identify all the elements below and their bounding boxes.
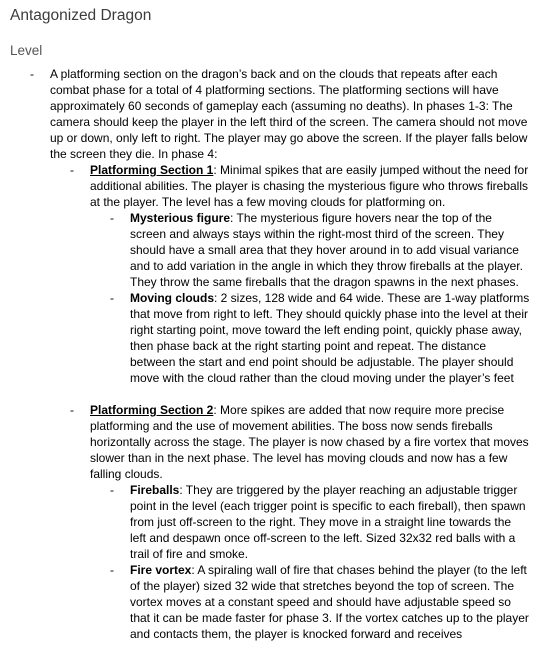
bullet-marker: - xyxy=(70,163,74,177)
bullet-marker: - xyxy=(110,211,114,225)
section2-term: Platforming Section 2 xyxy=(90,403,214,417)
moving-clouds-term: Moving clouds xyxy=(130,291,214,305)
bullet-marker: - xyxy=(110,291,114,305)
section2-text: : More spikes are added that now require more precise platforming and the use of movement abilities. The boss now sends fireballs horizontally across the stage. The player is now chased by a fire vortex that moves slower than in the next phase. The level has moving clouds and now has a few falling clouds. xyxy=(90,403,529,481)
bullet-marker: - xyxy=(110,483,114,497)
mysterious-figure-term: Mysterious figure xyxy=(130,211,231,225)
mysterious-figure-text: : The mysterious figure hovers near the top of the screen and always stays within the right-most third of the screen. They should have a small area that they hover around in to add visual variance and to add variation in the angle in which they throw fireballs at the player. They throw the same fireballs that the dragon spawns in the next phases. xyxy=(130,211,523,289)
fireballs-text: : They are triggered by the player reaching an adjustable trigger point in the level (each trigger point is specific to each fireball), then spawn from just off-screen to the right. They move in a straight line towards the left and despawn once off-screen to the left. Sized 32x32 red balls with a trail of fire and smoke. xyxy=(130,483,526,561)
section-heading: Level xyxy=(10,43,43,58)
section1-text: : Minimal spikes that are easily jumped without the need for additional abilities. The player is chasing the mysterious figure who throws fireballs at the player. The level has a few moving clouds for platforming on. xyxy=(90,163,529,209)
mysterious-figure-paragraph xyxy=(130,210,530,290)
document-title: Antagonized Dragon xyxy=(10,7,152,24)
fire-vortex-text: : A spiraling wall of fire that chases behind the player (to the left of the player) sized 32 wide that stretches beyond the top of screen. The vortex moves at a constant speed and should have adjustable speed so that it can be made faster for phase 3. If the vortex catches up to the player and contacts them, the player is knocked forward and receives xyxy=(130,563,529,641)
bullet-marker: - xyxy=(70,403,74,417)
bullet-marker: - xyxy=(110,563,114,577)
fire-vortex-paragraph xyxy=(130,562,530,642)
fireballs-paragraph xyxy=(130,482,530,562)
section2-paragraph xyxy=(90,402,530,482)
moving-clouds-paragraph xyxy=(130,290,530,386)
section1-paragraph xyxy=(90,162,530,210)
moving-clouds-text: : 2 sizes, 128 wide and 64 wide. These are 1-way platforms that move from right to left. They should quickly phase into the level at their right starting point, move toward the left ending point, quickly phase away, then phase back at the right starting point and repeat. The distance between the start and end point should be adjustable. The player should move with the cloud rather than the cloud moving under the player’s feet xyxy=(130,291,530,385)
fireballs-term: Fireballs xyxy=(130,483,180,497)
fire-vortex-term: Fire vortex xyxy=(130,563,192,577)
bullet-marker: - xyxy=(30,67,34,81)
intro-paragraph: A platforming section on the dragon’s back and on the clouds that repeats after each combat phase for a total of 4 platforming sections. The platforming sections will have approximately 60 seconds of gameplay each (assuming no deaths). In phases 1-3: The camera should keep the player in the left third of the screen. The camera should not move up or down, only left to right. The player may go above the screen. If the player falls below the screen they die. In phase 4: xyxy=(50,67,528,161)
section1-term: Platforming Section 1 xyxy=(90,163,214,177)
